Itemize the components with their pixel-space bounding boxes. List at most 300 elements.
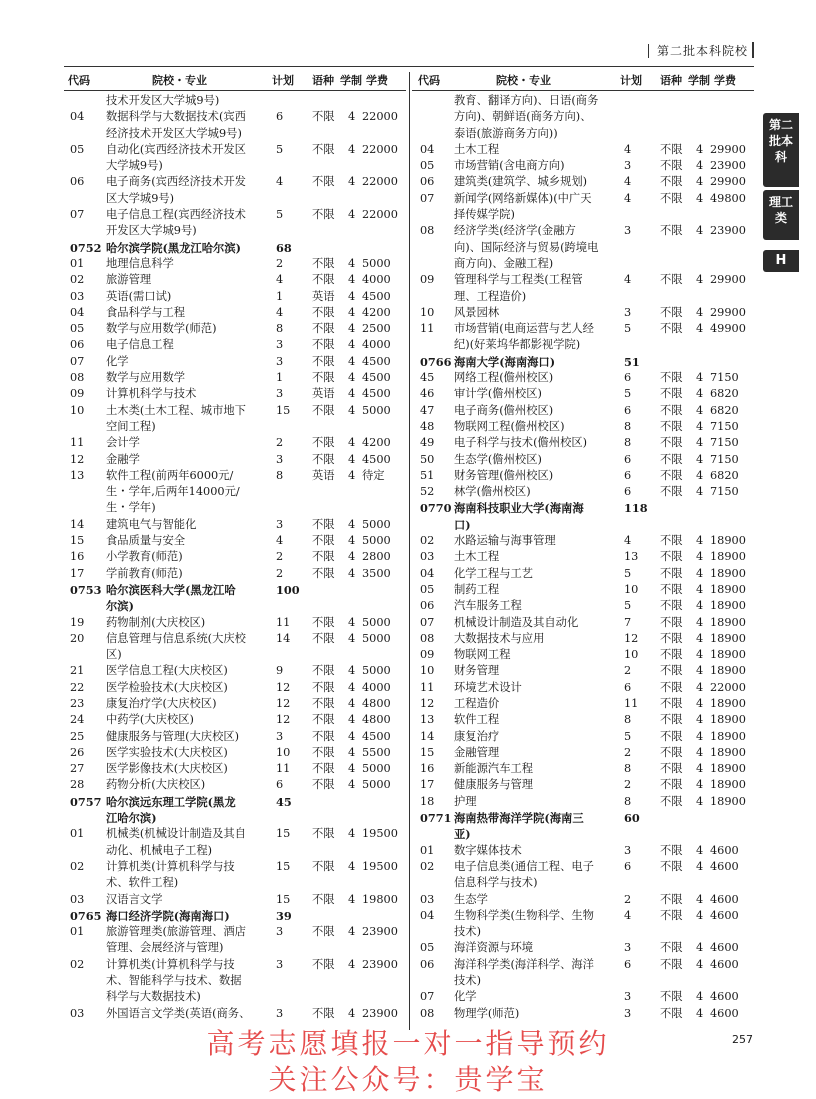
code-cell: 21 — [70, 664, 85, 678]
plan-cell: 6 — [624, 371, 632, 385]
plan-cell: 2 — [624, 778, 632, 792]
language-cell: 不限 — [660, 191, 683, 205]
code-cell: 03 — [420, 550, 435, 564]
language-cell: 英语 — [312, 289, 335, 303]
language-cell: 不限 — [660, 485, 683, 499]
duration-cell: 4 — [696, 762, 704, 776]
fee-cell: 18900 — [710, 534, 746, 548]
duration-cell: 4 — [696, 990, 704, 1004]
code-cell: 01 — [70, 925, 85, 939]
fee-cell: 4600 — [710, 843, 739, 857]
code-cell: 02 — [70, 273, 85, 287]
name-cell: 物联网工程 — [454, 648, 511, 662]
code-cell: 20 — [70, 631, 85, 645]
language-cell: 不限 — [660, 371, 683, 385]
letter-tab — [763, 250, 799, 272]
duration-cell: 4 — [696, 599, 704, 613]
duration-cell: 4 — [348, 680, 356, 694]
plan-cell: 3 — [624, 1006, 632, 1020]
code-cell: 03 — [70, 289, 85, 303]
code-cell: 12 — [70, 452, 85, 466]
name-cell: 风景园林 — [454, 305, 500, 319]
fee-cell: 23900 — [362, 925, 398, 939]
plan-cell: 3 — [624, 843, 632, 857]
plan-cell: 2 — [624, 745, 632, 759]
plan-cell: 10 — [624, 648, 639, 662]
plan-cell: 5 — [624, 729, 632, 743]
name-cell: 软件工程 — [454, 713, 500, 727]
major-row — [414, 777, 754, 793]
code-cell: 14 — [420, 729, 435, 743]
major-row — [66, 663, 406, 679]
name-cell: 技术开发区大学城9号) — [106, 94, 220, 107]
duration-cell: 4 — [348, 175, 356, 189]
plan-cell: 11 — [276, 762, 291, 776]
name-cell: 海南大学(海南海口) — [454, 354, 556, 369]
major-row — [414, 761, 754, 777]
duration-cell: 4 — [696, 371, 704, 385]
duration-cell: 4 — [348, 550, 356, 564]
duration-cell: 4 — [696, 680, 704, 694]
duration-cell: 4 — [696, 305, 704, 319]
name-cell: 哈尔滨远东理工学院(黑龙 江哈尔滨) — [106, 794, 236, 826]
duration-cell: 4 — [348, 615, 356, 629]
duration-cell: 4 — [696, 696, 704, 710]
name-cell: 土木工程 — [454, 550, 500, 564]
major-row — [66, 566, 406, 582]
fee-cell: 22000 — [362, 208, 398, 222]
col-header-school-major: 院校・专业 — [496, 74, 551, 87]
duration-cell: 4 — [348, 729, 356, 743]
fee-cell: 4800 — [362, 696, 391, 710]
plan-cell: 8 — [624, 762, 632, 776]
major-row — [414, 794, 754, 810]
duration-cell: 4 — [348, 436, 356, 450]
major-row — [414, 745, 754, 761]
code-cell: 05 — [420, 582, 435, 596]
name-cell: 医学实验技术(大庆校区) — [106, 745, 228, 759]
fee-cell: 18900 — [710, 762, 746, 776]
code-cell: 07 — [420, 191, 435, 205]
fee-cell: 5000 — [362, 517, 391, 531]
duration-cell: 4 — [348, 322, 356, 336]
name-cell: 数学与应用数学 — [106, 371, 186, 385]
code-cell: 15 — [70, 534, 85, 548]
code-cell: 15 — [420, 745, 435, 759]
language-cell: 不限 — [312, 305, 335, 319]
header-underline-left — [64, 90, 406, 91]
fee-cell: 5500 — [362, 745, 391, 759]
plan-cell: 5 — [276, 142, 284, 156]
code-cell: 26 — [70, 745, 85, 759]
plan-cell: 5 — [624, 599, 632, 613]
name-cell: 机械设计制造及其自动化 — [454, 615, 579, 629]
name-cell: 旅游管理类(旅游管理、酒店 管理、会展经济与管理) — [106, 925, 246, 955]
code-cell: 28 — [70, 778, 85, 792]
duration-cell: 4 — [696, 908, 704, 922]
major-row — [66, 321, 406, 337]
duration-cell: 4 — [696, 631, 704, 645]
fee-cell: 18900 — [710, 550, 746, 564]
code-cell: 02 — [70, 957, 85, 971]
duration-cell: 4 — [696, 778, 704, 792]
fee-cell: 4500 — [362, 371, 391, 385]
major-row — [414, 305, 754, 321]
major-row — [414, 272, 754, 305]
fee-cell: 4800 — [362, 713, 391, 727]
major-row — [66, 386, 406, 402]
language-cell: 不限 — [660, 615, 683, 629]
name-cell: 药物制剂(大庆校区) — [106, 615, 206, 629]
fee-cell: 23900 — [362, 957, 398, 971]
fee-cell: 23900 — [710, 224, 746, 238]
plan-cell: 3 — [624, 159, 632, 173]
plan-cell: 6 — [624, 452, 632, 466]
language-cell: 不限 — [660, 745, 683, 759]
language-cell: 不限 — [660, 452, 683, 466]
major-row — [66, 957, 406, 1006]
col-header-lang: 语种 — [312, 74, 334, 87]
major-row — [66, 533, 406, 549]
name-cell: 物理学(师范) — [454, 1006, 520, 1020]
major-row — [414, 403, 754, 419]
major-row — [66, 403, 406, 436]
language-cell: 不限 — [660, 680, 683, 694]
plan-cell: 4 — [276, 175, 284, 189]
name-cell: 食品科学与工程 — [106, 305, 186, 319]
name-cell: 英语(需口试) — [106, 289, 172, 303]
major-row — [414, 142, 754, 158]
language-cell: 不限 — [660, 908, 683, 922]
language-cell: 英语 — [312, 468, 335, 482]
plan-cell: 12 — [276, 696, 291, 710]
major-row — [414, 680, 754, 696]
code-cell: 13 — [70, 468, 85, 482]
duration-cell: 4 — [348, 762, 356, 776]
plan-cell: 1 — [276, 289, 284, 303]
name-cell: 生态学(儋州校区) — [454, 452, 542, 466]
fee-cell: 5000 — [362, 778, 391, 792]
code-cell: 17 — [420, 778, 435, 792]
fee-cell: 19800 — [362, 892, 398, 906]
code-cell: 03 — [70, 1006, 85, 1020]
code-cell: 10 — [420, 305, 435, 319]
fee-cell: 18900 — [710, 648, 746, 662]
major-row — [414, 859, 754, 892]
watermark-line-1: 高考志愿填报一对一指导预约 — [206, 1027, 610, 1060]
name-cell: 环境艺术设计 — [454, 680, 522, 694]
batch-tab-line: 第二 — [768, 118, 793, 132]
language-cell: 不限 — [660, 582, 683, 596]
col-header-fee: 学费 — [366, 74, 388, 87]
language-cell: 不限 — [660, 159, 683, 173]
plan-cell: 3 — [276, 957, 284, 971]
duration-cell: 4 — [348, 403, 356, 417]
fee-cell: 22000 — [362, 142, 398, 156]
name-cell: 经济学类(经济学(金融方 向)、国际经济与贸易(跨境电 商方向)、金融工程) — [454, 224, 599, 270]
fee-cell: 5000 — [362, 664, 391, 678]
code-cell: 0765 — [70, 908, 102, 923]
fee-cell: 19500 — [362, 859, 398, 873]
name-cell: 教育、翻译方向)、日语(商务 方向)、朝鲜语(商务方向)、 泰语(旅游商务方向)) — [454, 94, 599, 140]
plan-cell: 8 — [624, 794, 632, 808]
plan-cell: 6 — [624, 485, 632, 499]
fee-cell: 4600 — [710, 1006, 739, 1020]
code-cell: 08 — [420, 224, 435, 238]
language-cell: 不限 — [312, 452, 335, 466]
watermark-line-2: 关注公众号：贵学宝 — [268, 1063, 548, 1096]
major-row — [414, 940, 754, 956]
code-cell: 11 — [70, 436, 85, 450]
code-cell: 46 — [420, 387, 435, 401]
plan-cell: 3 — [276, 338, 284, 352]
major-row — [414, 843, 754, 859]
code-cell: 52 — [420, 485, 435, 499]
fee-cell: 5000 — [362, 403, 391, 417]
fee-cell: 29900 — [710, 142, 746, 156]
plan-cell: 2 — [276, 436, 284, 450]
major-row — [66, 696, 406, 712]
language-cell: 不限 — [312, 436, 335, 450]
page-number: 257 — [732, 1033, 753, 1046]
duration-cell: 4 — [348, 859, 356, 873]
code-cell: 47 — [420, 403, 435, 417]
duration-cell: 4 — [348, 289, 356, 303]
language-cell: 不限 — [312, 680, 335, 694]
code-cell: 0766 — [420, 354, 452, 369]
duration-cell: 4 — [696, 322, 704, 336]
batch-tab-line: 科 — [774, 150, 787, 164]
name-cell: 新能源汽车工程 — [454, 762, 534, 776]
plan-cell: 60 — [624, 811, 640, 826]
language-cell: 不限 — [312, 566, 335, 580]
name-cell: 旅游管理 — [106, 273, 152, 287]
language-cell: 不限 — [660, 566, 683, 580]
name-cell: 生态学 — [454, 892, 488, 906]
fee-cell: 7150 — [710, 485, 739, 499]
language-cell: 不限 — [312, 957, 335, 971]
name-cell: 财务管理 — [454, 664, 500, 678]
duration-cell: 4 — [696, 745, 704, 759]
code-cell: 11 — [420, 322, 435, 336]
fee-cell: 6820 — [710, 403, 739, 417]
category-tab-line: 类 — [774, 211, 787, 225]
plan-cell: 4 — [624, 175, 632, 189]
duration-cell: 4 — [696, 436, 704, 450]
major-row — [414, 174, 754, 190]
code-cell: 17 — [70, 566, 85, 580]
fee-cell: 18900 — [710, 631, 746, 645]
fee-cell: 6820 — [710, 387, 739, 401]
fee-cell: 5000 — [362, 615, 391, 629]
name-cell: 数学与应用数学(师范) — [106, 322, 217, 336]
fee-cell: 22000 — [710, 680, 746, 694]
code-cell: 05 — [70, 142, 85, 156]
name-cell: 财务管理(儋州校区) — [454, 468, 554, 482]
fee-cell: 7150 — [710, 419, 739, 433]
major-row — [414, 549, 754, 565]
code-cell: 01 — [70, 256, 85, 270]
code-cell: 04 — [420, 566, 435, 580]
plan-cell: 5 — [624, 322, 632, 336]
plan-cell: 6 — [276, 778, 284, 792]
fee-cell: 18900 — [710, 745, 746, 759]
major-row — [414, 663, 754, 679]
fee-cell: 5000 — [362, 762, 391, 776]
fee-cell: 23900 — [710, 159, 746, 173]
duration-cell: 4 — [348, 452, 356, 466]
plan-cell: 15 — [276, 892, 291, 906]
major-row — [66, 892, 406, 908]
duration-cell: 4 — [696, 159, 704, 173]
language-cell: 不限 — [660, 729, 683, 743]
major-row — [66, 289, 406, 305]
language-cell: 不限 — [312, 762, 335, 776]
code-cell: 06 — [420, 599, 435, 613]
plan-cell: 7 — [624, 615, 632, 629]
major-row — [66, 452, 406, 468]
code-cell: 25 — [70, 729, 85, 743]
code-cell: 12 — [420, 696, 435, 710]
name-cell: 电子信息类(通信工程、电子 信息科学与技术) — [454, 859, 594, 890]
major-row — [66, 93, 406, 109]
major-row — [414, 386, 754, 402]
code-cell: 08 — [70, 371, 85, 385]
name-cell: 康复治疗学(大庆校区) — [106, 696, 217, 710]
language-cell: 不限 — [660, 534, 683, 548]
plan-cell: 8 — [276, 322, 284, 336]
name-cell: 审计学(儋州校区) — [454, 387, 542, 401]
col-header-lang: 语种 — [660, 74, 682, 87]
col-header-fee: 学费 — [714, 74, 736, 87]
duration-cell: 4 — [696, 648, 704, 662]
name-cell: 健康服务与管理(大庆校区) — [106, 729, 240, 743]
code-cell: 19 — [70, 615, 85, 629]
duration-cell: 4 — [348, 305, 356, 319]
major-row — [66, 712, 406, 728]
fee-cell: 4600 — [710, 957, 739, 971]
major-row — [414, 582, 754, 598]
major-row — [66, 109, 406, 142]
name-cell: 金融学 — [106, 452, 140, 466]
major-row — [66, 859, 406, 892]
language-cell: 不限 — [660, 468, 683, 482]
language-cell: 不限 — [660, 631, 683, 645]
duration-cell: 4 — [696, 892, 704, 906]
plan-cell: 12 — [276, 713, 291, 727]
language-cell: 不限 — [312, 273, 335, 287]
duration-cell: 4 — [348, 142, 356, 156]
plan-cell: 3 — [276, 729, 284, 743]
plan-cell: 3 — [276, 354, 284, 368]
institution-row — [66, 794, 406, 827]
duration-cell: 4 — [348, 696, 356, 710]
major-row — [414, 435, 754, 451]
language-cell: 不限 — [312, 696, 335, 710]
section-title: 第二批本科院校 — [648, 44, 748, 58]
language-cell: 不限 — [660, 419, 683, 433]
name-cell: 市场营销(电商运营与艺人经 纪)(好莱坞华都影视学院) — [454, 322, 594, 352]
plan-cell: 2 — [276, 566, 284, 580]
major-row — [414, 729, 754, 745]
duration-cell: 4 — [348, 892, 356, 906]
major-row — [414, 957, 754, 990]
plan-cell: 10 — [624, 582, 639, 596]
name-cell: 金融管理 — [454, 745, 500, 759]
name-cell: 化学 — [454, 990, 477, 1004]
name-cell: 海洋科学类(海洋科学、海洋 技术) — [454, 957, 594, 988]
name-cell: 制药工程 — [454, 582, 500, 596]
fee-cell: 29900 — [710, 273, 746, 287]
major-row — [66, 826, 406, 859]
language-cell: 不限 — [660, 664, 683, 678]
duration-cell: 4 — [696, 191, 704, 205]
name-cell: 软件工程(前两年6000元/ 生・学年,后两年14000元/ 生・学年) — [106, 468, 240, 515]
fee-cell: 6820 — [710, 468, 739, 482]
duration-cell: 4 — [696, 859, 704, 873]
name-cell: 中药学(大庆校区) — [106, 713, 194, 727]
code-cell: 10 — [420, 664, 435, 678]
code-cell: 05 — [420, 941, 435, 955]
language-cell: 不限 — [660, 762, 683, 776]
major-row — [414, 647, 754, 663]
fee-cell: 4500 — [362, 387, 391, 401]
plan-cell: 6 — [624, 403, 632, 417]
fee-cell: 18900 — [710, 566, 746, 580]
language-cell: 不限 — [660, 142, 683, 156]
fee-cell: 4200 — [362, 436, 391, 450]
code-cell: 02 — [70, 859, 85, 873]
name-cell: 会计学 — [106, 436, 140, 450]
plan-cell: 12 — [276, 680, 291, 694]
name-cell: 建筑电气与智能化 — [106, 517, 197, 531]
duration-cell: 4 — [696, 843, 704, 857]
duration-cell: 4 — [696, 713, 704, 727]
plan-cell: 4 — [624, 142, 632, 156]
code-cell: 04 — [420, 908, 435, 922]
duration-cell: 4 — [348, 566, 356, 580]
fee-cell: 4000 — [362, 680, 391, 694]
name-cell: 机械类(机械设计制造及其自 动化、机械电子工程) — [106, 827, 246, 857]
duration-cell: 4 — [348, 468, 356, 482]
language-cell: 不限 — [312, 664, 335, 678]
name-cell: 学前教育(师范) — [106, 566, 183, 580]
code-cell: 0757 — [70, 794, 102, 809]
language-cell: 不限 — [660, 273, 683, 287]
duration-cell: 4 — [348, 338, 356, 352]
major-row — [66, 354, 406, 370]
name-cell: 物联网工程(儋州校区) — [454, 419, 565, 433]
institution-row — [66, 908, 406, 924]
fee-cell: 18900 — [710, 696, 746, 710]
fee-cell: 49900 — [710, 322, 746, 336]
language-cell: 不限 — [312, 550, 335, 564]
col-header-duration: 学制 — [688, 74, 710, 87]
plan-cell: 2 — [624, 892, 632, 906]
fee-cell: 18900 — [710, 599, 746, 613]
code-cell: 27 — [70, 762, 85, 776]
plan-cell: 10 — [276, 745, 291, 759]
fee-cell: 22000 — [362, 110, 398, 124]
language-cell: 不限 — [660, 550, 683, 564]
name-cell: 汽车服务工程 — [454, 599, 522, 613]
fee-cell: 29900 — [710, 305, 746, 319]
name-cell: 电子信息工程 — [106, 338, 174, 352]
header-underline-right — [412, 90, 754, 91]
plan-cell: 3 — [276, 452, 284, 466]
fee-cell: 5000 — [362, 256, 391, 270]
name-cell: 自动化(宾西经济技术开发区 大学城9号) — [106, 142, 246, 173]
